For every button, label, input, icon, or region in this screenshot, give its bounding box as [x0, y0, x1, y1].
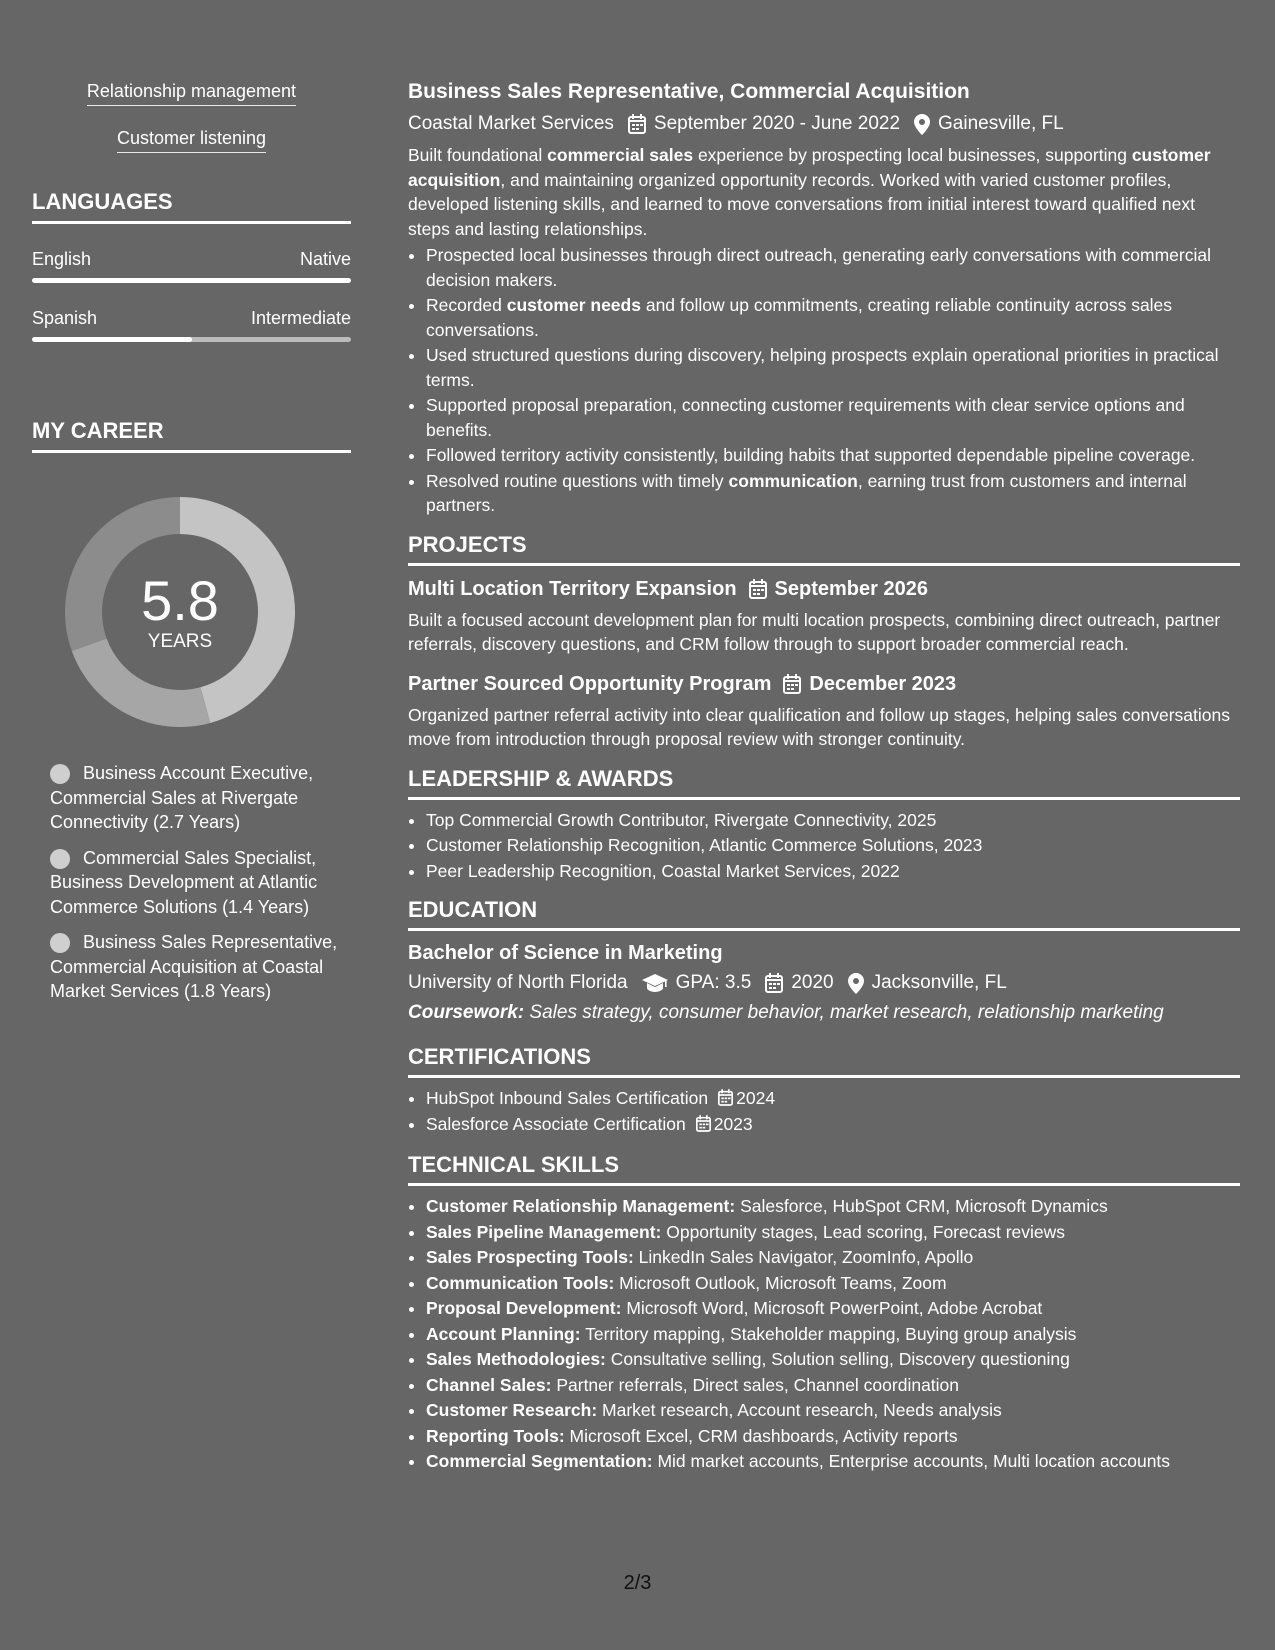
list-item: • Followed territory activity consistently, building habits that supported dependable pipeline coverage.	[426, 443, 1240, 468]
list-item: • Proposal Development: Microsoft Word, Microsoft PowerPoint, Adobe Acrobat	[426, 1296, 1240, 1321]
education-school: University of North Florida	[408, 972, 628, 993]
project-description: Organized partner referral activity into clear qualification and follow up stages, helping sales conversations move from introduction through proposal review with stronger continuity.	[408, 704, 1230, 749]
list-item: • Used structured questions during discovery, helping prospects explain operational priorities in practical terms.	[426, 343, 1240, 392]
list-item: • Communication Tools: Microsoft Outlook, Microsoft Teams, Zoom	[426, 1271, 1240, 1296]
job-summary: Built foundational commercial sales experience by prospecting local businesses, supporting customer acquisition, and maintaining organized opportunity records. Worked with varied customer profiles, developed listening skills, and learned to move conversations from initial interest toward qualified next steps and lasting relationships.	[408, 145, 1211, 239]
list-item: • Peer Leadership Recognition, Coastal Market Services, 2022	[426, 859, 1240, 884]
career-donut-chart	[65, 497, 295, 727]
language-level: Native	[299, 249, 351, 269]
project-entry	[408, 576, 1240, 657]
list-item: • Salesforce Associate Certification 2023	[426, 1112, 1240, 1137]
list-item: • Sales Methodologies: Consultative selling, Solution selling, Discovery questioning	[426, 1347, 1240, 1372]
education-coursework: Coursework: Sales strategy, consumer behavior, market research, relationship marketing	[408, 1002, 1164, 1023]
job-bullets	[408, 243, 1240, 518]
sidebar	[32, 80, 351, 1015]
career-heading: MY CAREER	[32, 418, 351, 453]
language-proficiency-fill	[32, 278, 351, 283]
list-item: • Customer Relationship Recognition, Atlantic Commerce Solutions, 2023	[426, 833, 1240, 858]
language-item	[32, 248, 351, 283]
education-heading: EDUCATION	[408, 897, 1240, 931]
project-date: December 2023	[809, 672, 957, 695]
language-item	[32, 307, 351, 342]
list-item: • Channel Sales: Partner referrals, Direct sales, Channel coordination	[426, 1373, 1240, 1398]
main-content	[408, 78, 1240, 1475]
language-name: English	[32, 249, 92, 269]
list-item: • Customer Research: Market research, Account research, Needs analysis	[426, 1398, 1240, 1423]
projects-heading: PROJECTS	[408, 532, 1240, 566]
leadership-heading: LEADERSHIP & AWARDS	[408, 766, 1240, 800]
list-item: • Commercial Segmentation: Mid market accounts, Enterprise accounts, Multi location accounts	[426, 1449, 1240, 1474]
job-meta	[408, 111, 1240, 137]
job-company: Coastal Market Services	[408, 113, 614, 134]
leadership-list	[408, 808, 1240, 884]
certifications-list	[408, 1086, 1240, 1136]
project-title: Multi Location Territory Expansion	[408, 577, 737, 600]
list-item: • Sales Pipeline Management: Opportunity stages, Lead scoring, Forecast reviews	[426, 1220, 1240, 1245]
calendar-icon	[749, 579, 767, 599]
language-name: Spanish	[32, 308, 98, 328]
career-item: Business Sales Representative, Commercial Acquisition at Coastal Market Services (1.8 Years)	[50, 932, 338, 1001]
list-item: • Account Planning: Territory mapping, Stakeholder mapping, Buying group analysis	[426, 1322, 1240, 1347]
graduation-cap-icon	[642, 974, 668, 992]
location-pin-icon	[848, 973, 864, 994]
language-proficiency-fill	[32, 337, 192, 342]
list-item: • Resolved routine questions with timely communication, earning trust from customers and internal partners.	[426, 469, 1240, 518]
career-total-years: 5.8	[141, 569, 219, 632]
career-list	[50, 761, 340, 1004]
technical-skills-list	[408, 1194, 1240, 1474]
language-level: Intermediate	[250, 308, 351, 328]
career-dot-icon	[50, 933, 70, 953]
list-item: • Prospected local businesses through direct outreach, generating early conversations with commercial decision makers.	[426, 243, 1240, 292]
calendar-icon	[718, 1089, 733, 1106]
technical-skills-heading: TECHNICAL SKILLS	[408, 1152, 1240, 1186]
list-item: • Recorded customer needs and follow up commitments, creating reliable continuity across sales conversations.	[426, 293, 1240, 342]
education-gpa: GPA: 3.5	[675, 972, 752, 993]
language-proficiency-bar	[32, 337, 351, 342]
list-item: • Sales Prospecting Tools: LinkedIn Sales Navigator, ZoomInfo, Apollo	[426, 1245, 1240, 1270]
education-year: 2020	[791, 972, 834, 993]
languages-heading: LANGUAGES	[32, 189, 351, 224]
calendar-icon	[628, 114, 646, 134]
page-number: 2/3	[623, 1572, 652, 1594]
job-title: Business Sales Representative, Commercial Acquisition	[408, 80, 970, 103]
career-item: Business Account Executive, Commercial Sales at Rivergate Connectivity (2.7 Years)	[50, 763, 314, 832]
education-meta	[408, 970, 1240, 996]
education-location: Jacksonville, FL	[871, 972, 1007, 993]
career-dot-icon	[50, 764, 70, 784]
skill-tag: Relationship management	[32, 80, 351, 106]
project-title: Partner Sourced Opportunity Program	[408, 672, 772, 695]
career-item: Commercial Sales Specialist, Business Development at Atlantic Commerce Solutions (1.4 Years)	[50, 847, 318, 917]
skill-tag: Customer listening	[32, 127, 351, 153]
certifications-heading: CERTIFICATIONS	[408, 1044, 1240, 1078]
calendar-icon	[783, 674, 801, 694]
job-dates: September 2020 - June 2022	[653, 113, 901, 134]
experience-entry	[408, 78, 1240, 518]
career-dot-icon	[50, 849, 70, 869]
list-item: • HubSpot Inbound Sales Certification 2024	[426, 1086, 1240, 1111]
calendar-icon	[765, 973, 783, 993]
list-item: • Supported proposal preparation, connecting customer requirements with clear service options and benefits.	[426, 393, 1240, 442]
career-total-unit: YEARS	[147, 631, 213, 652]
education-degree: Bachelor of Science in Marketing	[408, 942, 723, 964]
project-entry	[408, 671, 1240, 752]
list-item: • Customer Relationship Management: Salesforce, HubSpot CRM, Microsoft Dynamics	[426, 1194, 1240, 1219]
project-description: Built a focused account development plan for multi location prospects, combining direct outreach, partner referrals, discovery questions, and CRM follow through to support broader commercial reach.	[408, 609, 1221, 654]
list-item: • Top Commercial Growth Contributor, Rivergate Connectivity, 2025	[426, 808, 1240, 833]
calendar-icon	[696, 1115, 711, 1132]
language-proficiency-bar	[32, 278, 351, 283]
job-location: Gainesville, FL	[938, 113, 1064, 134]
list-item: • Reporting Tools: Microsoft Excel, CRM dashboards, Activity reports	[426, 1424, 1240, 1449]
location-pin-icon	[914, 114, 930, 135]
project-date: September 2026	[774, 577, 928, 600]
